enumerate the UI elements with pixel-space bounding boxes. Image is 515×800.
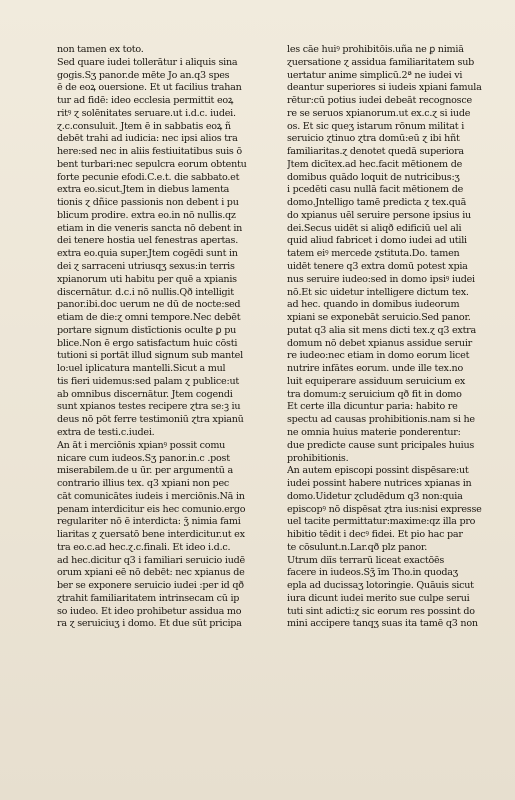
text-line: nus seruire iudeo:sed in domo ipsiꝰ iudei xyxy=(287,273,475,285)
text-line: ɀ.c.consuluit. Jtem ē in sabbatis eoꝝ ñ xyxy=(57,120,231,132)
text-line: i pcedēti casu nullā facit mētionem de xyxy=(287,184,464,196)
text-line: seruicio ɀtinuo ɀtra domū:eū ɀ ibi hñt xyxy=(287,133,460,145)
text-line: xpianorum uti habitu per quē a xpianis xyxy=(57,273,237,285)
text-line: domo.Uidetur ɀcludēdum q3 non:quia xyxy=(287,490,463,502)
text-line: dei ɀ sarraceni utriusqʒ sexus:in terris xyxy=(57,261,235,273)
text-line: ɀtrahit familiaritatem intrinsecam cū ip xyxy=(57,592,240,604)
text-line: so iudeo. Et ideo prohibetur assidua mo xyxy=(57,605,242,617)
text-line: nutrire infātes eorum. unde ille tex.no xyxy=(287,363,463,375)
text-line: An autem episcopi possint dispēsare:ut xyxy=(287,465,469,477)
text-line: spectu ad causas prohibitionis.nam si he xyxy=(287,414,475,426)
text-line: te cōsulunt.n.Lar.qð plz panor. xyxy=(287,541,427,553)
text-line: hibitio tēdit i decꝰ fidei. Et pio hac par xyxy=(287,529,463,541)
text-line: luit equiperare assiduum seruicium ex xyxy=(287,375,466,387)
text-line: due predicte cause sunt pricipales huius xyxy=(287,439,475,451)
text-line: quid aliud fabricet i domo iudei ad utili xyxy=(287,235,467,247)
text-line: ritꝰ ɀ solēnitates seruare.ut i.d.c. iudei. xyxy=(57,107,236,119)
text-line: Sed quare iudei tollerātur i aliquis sina xyxy=(57,56,238,68)
text-line: tur ad fidē: ideo ecclesia permittit eoꝝ xyxy=(57,95,234,107)
text-line: Et certe illa dicuntur paria: habito re xyxy=(287,401,458,413)
text-line: facere in iudeos.Sʒ̄ īm Tho.in quodaʒ xyxy=(287,567,458,579)
text-line: epla ad ducissaʒ lotoringie. Quāuis sicut xyxy=(287,580,474,592)
text-line: extra eo.quia super.Jtem cogēdi sunt in xyxy=(57,248,238,260)
text-line: etiam de die:ɀ omni tempore.Nec debēt xyxy=(57,312,241,324)
text-line: ɀuersatione ɀ assidua familiaritatem sub xyxy=(287,56,475,68)
text-line: tra domum:ɀ seruicium qð fit in domo xyxy=(287,388,462,400)
text-line: deus nō pōt ferre testimoniū ɀtra xpianū xyxy=(57,414,244,426)
text-line: rētur:cū potius iudei debeāt recognosce xyxy=(287,95,472,107)
text-line: tutioni si portāt illud signum sub mantel xyxy=(57,350,243,362)
text-line: liaritas ɀ ɀuersatō bene interdicitur.ut ex xyxy=(57,529,245,541)
text-line: bent turbari:nec sepulcra eorum obtentu xyxy=(57,158,247,170)
text-line: ber se exponere seruicio iudei :per id qð xyxy=(57,580,244,592)
text-line: tatem eiꝰ mercede ɀstituta.Do. tamen xyxy=(287,248,460,260)
text-line: uel tacite permittatur:maxime:qz illa pro xyxy=(287,516,476,528)
text-line: nō.Et sic uidetur intelligere dictum tex. xyxy=(287,286,469,298)
text-line: penam interdicitur eis hec comunio.ergo xyxy=(57,503,246,515)
text-line: portare signum distīctionis oculte ꝑ pu xyxy=(57,324,237,336)
text-line: non tamen ex toto. xyxy=(57,44,144,55)
text-line: ad hec. quando in domibus iudeorum xyxy=(287,299,460,311)
text-line: ab omnibus discernātur. Jtem cogendi xyxy=(57,388,233,400)
text-line: discernātur. d.c.i nō nullis.Qð intelligit xyxy=(57,286,234,298)
text-line: episcopꝰ nō dispēsat ɀtra ius:nisi expresse xyxy=(287,503,482,515)
text-column-left xyxy=(57,44,269,724)
text-line: domibus quādo loquit de nutricibus:ʒ xyxy=(287,171,460,183)
text-line: lo:uel iplicatura mantelli.Sicut a mul xyxy=(57,363,226,375)
text-line: deantur superiores si iudeis xpiani famula xyxy=(287,82,482,94)
text-column-right xyxy=(287,44,499,724)
text-line: miserabilem.de u ūr. per argumentū a xyxy=(57,465,233,477)
text-line: uidēt tenere q3 extra domū potest xpia xyxy=(287,261,468,273)
text-line: tionis ɀ dñice passionis non debent i pu xyxy=(57,197,239,209)
text-line: extra eo.sicut.Jtem in diebus lamenta xyxy=(57,184,230,196)
text-line: sunt xpianos testes recipere ɀtra seːꝫ iu xyxy=(57,401,241,413)
text-line: debēt trahi ad iudicia: nec ipsi alios tra xyxy=(57,133,238,145)
text-line: tuti sint adicti:ɀ sic eorum res possint do xyxy=(287,605,475,617)
text-line: prohibitionis. xyxy=(287,452,349,464)
text-line: domum nō debet xpianus assidue seruir xyxy=(287,337,473,349)
text-line: panor.ibi.doc uerum ne dū de nocte:sed xyxy=(57,299,241,311)
text-line: ne omnia huius materie ponderentur: xyxy=(287,426,461,438)
text-line: gogis.Sʒ panor.de mēte Jo an.q3 spes xyxy=(57,69,230,81)
text-line: tis fieri uidemus:sed palam ɀ publice:ut xyxy=(57,375,240,387)
text-line: uertatur anime simplicū.2ª ne iudei vi xyxy=(287,69,463,81)
text-line: here:sed nec in aliis festiuitatibus suis ō xyxy=(57,146,242,158)
text-line: Utrum diīs terrarū liceat exactōēs xyxy=(287,554,445,566)
text-line: iudei possint habere nutrices xpianas in xyxy=(287,478,472,490)
text-line: xpiani se exponebāt seruicio.Sed panor. xyxy=(287,312,471,324)
text-line: nicare cum iudeos.Sʒ panor.in.c .post xyxy=(57,452,230,464)
text-line: mini accipere tanqʒ suas ita tamē q3 non xyxy=(287,618,478,630)
text-line: blicum prodire. extra eo.in nō nullis.qz xyxy=(57,209,236,221)
text-line: etiam in die veneris sancta nō debent in xyxy=(57,222,243,234)
text-line: dei tenere hostia uel fenestras apertas. xyxy=(57,235,238,247)
text-line: extra de testi.c.iudei. xyxy=(57,426,155,438)
text-line: contrario illius tex. q3 xpiani non pec xyxy=(57,478,229,490)
text-line: re se seruos xpianorum.ut ex.c.ɀ si iude xyxy=(287,107,471,119)
text-line: Jtem dicītex.ad hec.facit mētionem de xyxy=(287,158,463,170)
text-line: familiaritas.ɀ denotet quedā superiora xyxy=(287,146,464,158)
text-line: do xpianus uēl seruire persone ipsius iu xyxy=(287,209,471,221)
text-line: ra ɀ seruiciuʒ i domo. Et due sūt pricipa xyxy=(57,618,242,630)
text-line: domo.Jntelligo tamē predicta ɀ tex.quā xyxy=(287,197,467,209)
text-line: An āt i merciōnis xpianꝰ possit comu xyxy=(57,439,226,451)
text-line: blice.Non ē ergo satisfactum huic cōsti xyxy=(57,337,238,349)
text-line: cāt comunicātes iudeis i merciōnis.Nā in xyxy=(57,490,245,502)
text-line: regulariter nō ē interdicta: ʒ̄ nimia fami xyxy=(57,516,241,528)
text-line: orum xpiani eē nō debēt: nec xpianus de xyxy=(57,567,245,579)
text-line: iura dicunt iudei merito sue culpe serui xyxy=(287,592,470,604)
text-line: forte pecunie efodi.C.e.t. die sabbato.et xyxy=(57,171,240,183)
text-line: ē de eoꝝ ouersione. Et ut facilius trahan xyxy=(57,82,242,94)
text-line: os. Et sic queʒ istarum rōnum militat i xyxy=(287,120,465,132)
text-line: ad hec.dicitur q3 i familiari seruicio iudē xyxy=(57,554,245,566)
text-line: tra eo.c.ad hec.ɀ.c.finali. Et ideo i.d.c. xyxy=(57,541,231,553)
text-line: re iudeo:nec etiam in domo eorum licet xyxy=(287,350,470,362)
text-line: les cāe huiꝰ prohibitōis.uña ne ꝑ nimiā xyxy=(287,44,464,55)
text-line: putat q3 alia sit mens dicti tex.ɀ q3 extra xyxy=(287,324,476,336)
text-line: dei.Secus uidēt si aliqð edificiū uel ali xyxy=(287,222,462,234)
